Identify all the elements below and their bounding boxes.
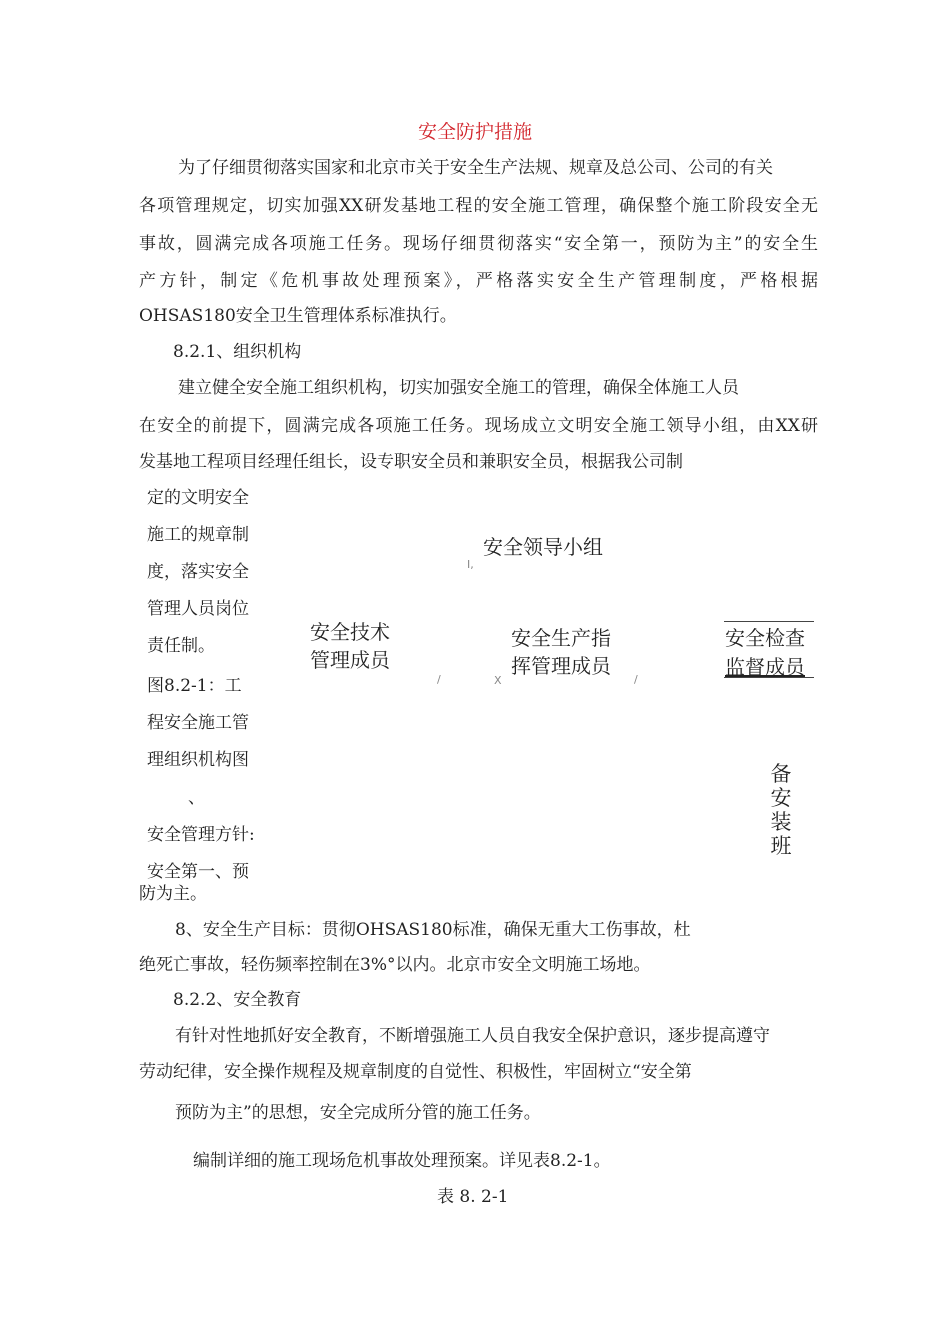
side-text-9: 、 xyxy=(188,788,205,808)
section-822-line-3: 预防为主”的思想，安全完成所分管的施工任务。 xyxy=(175,1103,541,1123)
install-team-char-3: 装 xyxy=(770,810,792,834)
org-node-leader: 安全领导小组 xyxy=(483,535,603,559)
chart-mark-4: / xyxy=(634,673,638,686)
section-822-line-4: 编制详细的施工现场危机事故处理预案。详见表8.2-1。 xyxy=(193,1151,611,1171)
side-text-4: 管理人员岗位 xyxy=(147,599,249,619)
side-text-1: 定的文明安全 xyxy=(147,488,249,508)
inspection-top-rule xyxy=(724,621,814,622)
org-node-inspection-line2: 监督成员 xyxy=(725,655,805,679)
goal-line-2: 绝死亡事故，轻伤频率控制在3%°以内。北京市安全文明施工场地。 xyxy=(139,955,651,975)
section-821-line-2: 在安全的前提下，圆满完成各项施工任务。现场成立文明安全施工领导小组，由XX研 xyxy=(139,416,818,436)
org-node-inspection-line1: 安全检查 xyxy=(725,626,805,650)
intro-line-5: OHSAS180安全卫生管理体系标准执行。 xyxy=(139,306,457,326)
org-node-production-line2: 挥管理成员 xyxy=(511,654,611,678)
intro-line-1: 为了仔细贯彻落实国家和北京市关于安全生产法规、规章及总公司、公司的有关 xyxy=(178,158,773,178)
side-text-5: 责任制。 xyxy=(147,636,215,656)
chart-mark-1: I, xyxy=(467,558,474,571)
section-822-line-2: 劳动纪律，安全操作规程及规章制度的自觉性、积极性，牢固树立“安全第 xyxy=(139,1062,692,1082)
goal-line-1: 8、安全生产目标：贯彻OHSAS180标准，确保无重大工伤事故，杜 xyxy=(175,920,691,940)
side-text-6: 图8.2-1：工 xyxy=(147,676,242,696)
section-heading-822: 8.2.2、安全教育 xyxy=(173,990,302,1010)
chart-mark-3: X xyxy=(494,674,502,687)
side-text-2: 施工的规章制 xyxy=(147,525,249,545)
org-node-tech-line1: 安全技术 xyxy=(310,620,390,644)
side-text-12: 防为主。 xyxy=(139,884,207,904)
table-label: 表 8. 2-1 xyxy=(437,1187,509,1207)
side-text-11: 安全第一、预 xyxy=(147,862,249,882)
inspection-bottom-rule xyxy=(724,677,814,678)
side-text-10: 安全管理方针: xyxy=(147,825,255,845)
intro-line-4: 产方针，制定《危机事故处理预案》，严格落实安全生产管理制度，严格根据 xyxy=(139,271,818,291)
intro-line-3: 事故，圆满完成各项施工任务。现场仔细贯彻落实“安全第一，预防为主”的安全生 xyxy=(139,234,818,254)
section-822-line-1: 有针对性地抓好安全教育，不断增强施工人员自我安全保护意识，逐步提高遵守 xyxy=(175,1026,770,1046)
page-title: 安全防护措施 xyxy=(417,121,532,143)
side-text-8: 理组织机构图 xyxy=(147,750,249,770)
side-text-7: 程安全施工管 xyxy=(147,713,249,733)
org-node-production-line1: 安全生产指 xyxy=(511,626,611,650)
org-node-install-team xyxy=(766,762,796,858)
install-team-char-4: 班 xyxy=(770,834,792,858)
side-text-3: 度，落实安全 xyxy=(147,562,249,582)
section-821-line-3: 发基地工程项目经理任组长，设专职安全员和兼职安全员，根据我公司制 xyxy=(139,452,683,472)
chart-mark-2: / xyxy=(437,673,441,686)
section-heading-821: 8.2.1、组织机构 xyxy=(173,342,302,362)
intro-line-2: 各项管理规定，切实加强XX研发基地工程的安全施工管理，确保整个施工阶段安全无 xyxy=(139,196,818,216)
org-node-tech-line2: 管理成员 xyxy=(310,648,390,672)
install-team-char-2: 安 xyxy=(770,786,792,810)
section-821-line-1: 建立健全安全施工组织机构，切实加强安全施工的管理，确保全体施工人员 xyxy=(178,378,739,398)
install-team-char-1: 备 xyxy=(770,762,792,786)
